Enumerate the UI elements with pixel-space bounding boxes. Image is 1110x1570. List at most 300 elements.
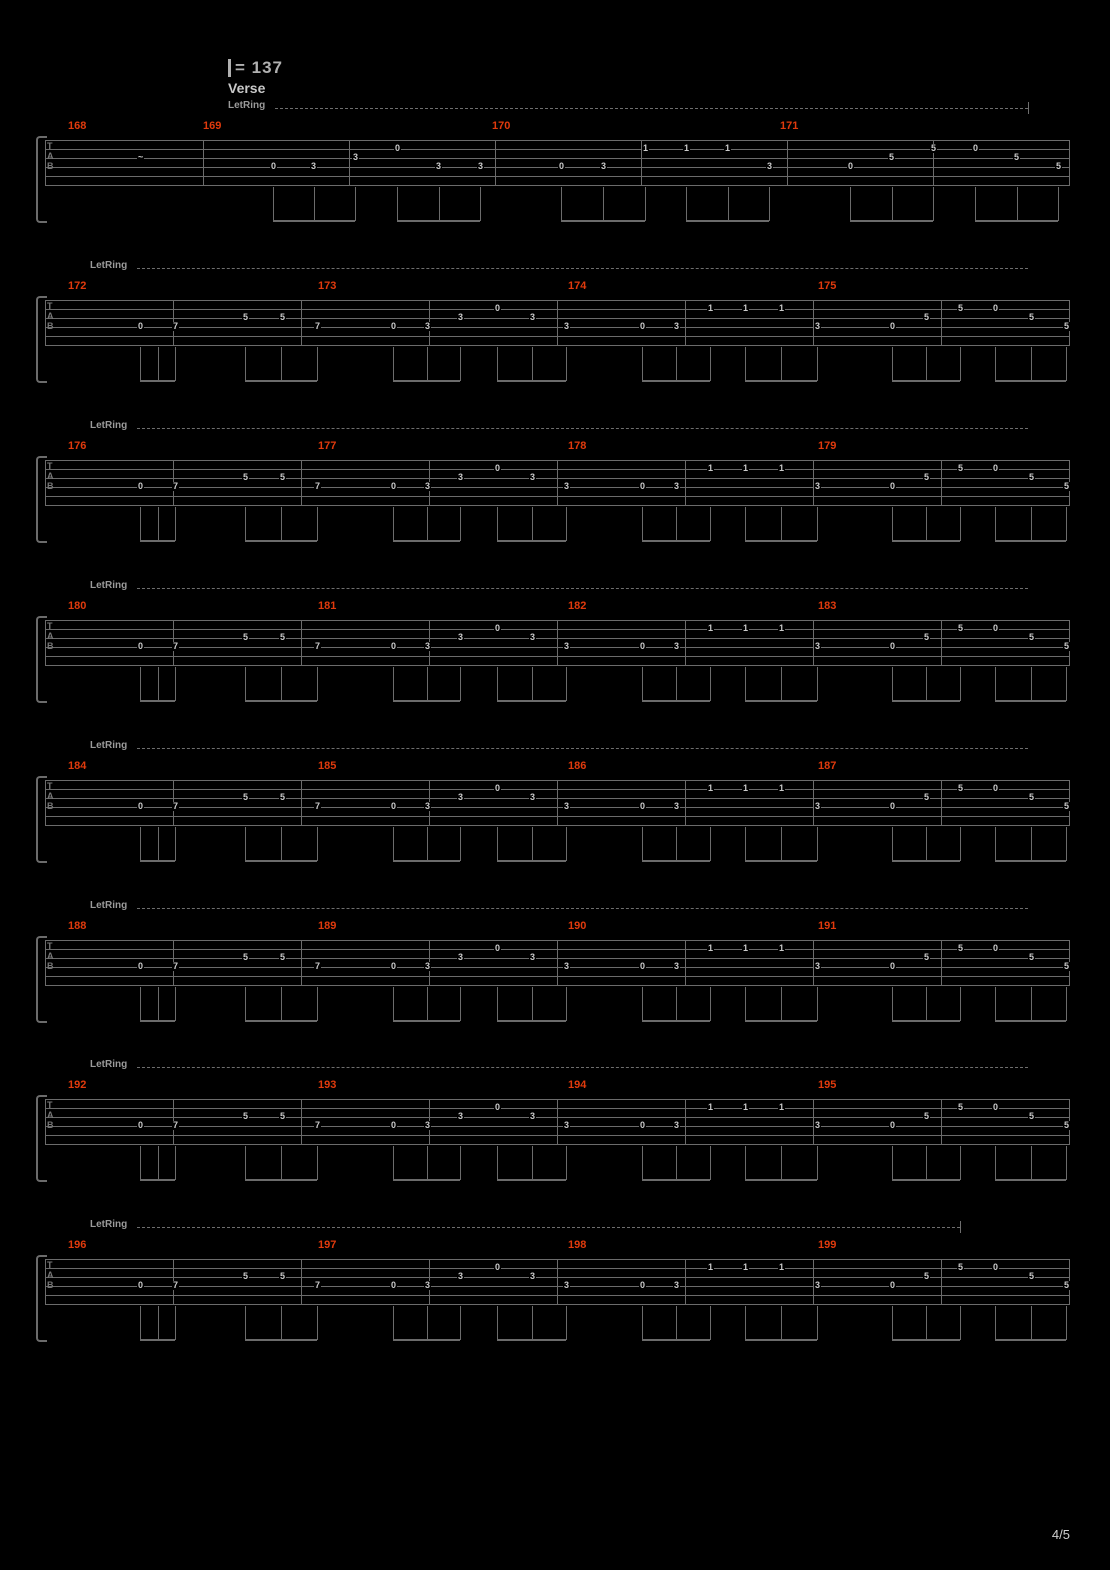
tab-clef — [47, 621, 54, 651]
note-stem — [781, 827, 782, 861]
fret-number: 3 — [311, 161, 317, 171]
note-stem — [175, 827, 176, 861]
note-stem — [281, 987, 282, 1021]
tab-clef — [47, 781, 54, 811]
barline — [685, 300, 686, 345]
fret-number: 7 — [173, 1120, 179, 1130]
note-stem — [532, 827, 533, 861]
note-stem — [158, 1306, 159, 1340]
note-stem — [532, 987, 533, 1021]
barline — [557, 1099, 558, 1144]
fret-number: 1 — [779, 943, 785, 953]
fret-number: 5 — [243, 1271, 249, 1281]
note-stem — [460, 507, 461, 541]
note-stem — [566, 667, 567, 701]
fret-number: 3 — [815, 1120, 821, 1130]
fret-number: 3 — [564, 1280, 570, 1290]
fret-number: 3 — [815, 321, 821, 331]
note-stem — [158, 347, 159, 381]
let-ring-label: LetRing — [90, 260, 128, 271]
note-stem — [175, 667, 176, 701]
note-stem — [933, 187, 934, 221]
tab-clef-letter: B — [47, 961, 54, 971]
fret-number: 5 — [1064, 481, 1070, 491]
note-stem — [532, 347, 533, 381]
note-stem — [427, 667, 428, 701]
fret-number: 1 — [779, 783, 785, 793]
fret-number: 3 — [815, 481, 821, 491]
fret-number: 0 — [391, 1280, 397, 1290]
note-stem — [850, 187, 851, 221]
fret-number: 0 — [993, 303, 999, 313]
tab-clef-letter: B — [47, 481, 54, 491]
fret-number: 3 — [674, 1280, 680, 1290]
note-stem — [566, 347, 567, 381]
fret-number: 5 — [1064, 321, 1070, 331]
fret-number: 3 — [530, 1111, 536, 1121]
fret-number: 5 — [924, 632, 930, 642]
note-stem — [892, 507, 893, 541]
note-stem — [497, 827, 498, 861]
system-brace — [36, 296, 47, 383]
measure-number: 196 — [68, 1239, 87, 1251]
note-stem — [926, 827, 927, 861]
let-ring-label: LetRing — [228, 100, 266, 111]
note-stem — [1031, 1306, 1032, 1340]
fret-number: 3 — [674, 641, 680, 651]
measure-number: 180 — [68, 600, 87, 612]
fret-number: 5 — [1064, 801, 1070, 811]
fret-number: 0 — [890, 321, 896, 331]
note-stem — [995, 507, 996, 541]
measure-number: 179 — [818, 440, 837, 452]
note-stem — [960, 1306, 961, 1340]
tab-clef-letter: T — [47, 781, 53, 791]
note-stem — [566, 1306, 567, 1340]
let-ring-line — [275, 108, 1028, 110]
fret-number: 3 — [674, 961, 680, 971]
note-stem — [975, 187, 976, 221]
fret-number: 3 — [458, 472, 464, 482]
fret-number: 0 — [138, 961, 144, 971]
fret-number: 5 — [1014, 152, 1020, 162]
fret-number: 0 — [495, 623, 501, 633]
quarter-note-icon — [228, 59, 231, 77]
barline — [301, 780, 302, 825]
barline — [941, 1259, 942, 1304]
fret-number: 5 — [924, 952, 930, 962]
fret-number: 1 — [743, 943, 749, 953]
note-stem — [140, 987, 141, 1021]
note-stem — [1066, 1306, 1067, 1340]
note-stem — [817, 667, 818, 701]
note-stem — [158, 507, 159, 541]
fret-number: 0 — [973, 143, 979, 153]
fret-number: 0 — [391, 801, 397, 811]
tab-clef-letter: A — [47, 1270, 54, 1280]
fret-number: 1 — [779, 303, 785, 313]
tab-clef — [47, 301, 54, 331]
tab-clef-letter: T — [47, 301, 53, 311]
fret-number: 0 — [993, 1262, 999, 1272]
note-stem — [781, 987, 782, 1021]
note-stem — [140, 1146, 141, 1180]
note-stem — [532, 1146, 533, 1180]
note-stem — [1031, 987, 1032, 1021]
tab-clef-letter: B — [47, 641, 54, 651]
fret-number: 3 — [767, 161, 773, 171]
fret-number: 5 — [958, 783, 964, 793]
let-ring-label: LetRing — [90, 740, 128, 751]
fret-number: 7 — [315, 1120, 321, 1130]
measure-number: 170 — [492, 120, 511, 132]
note-stem — [317, 1146, 318, 1180]
note-stem — [1066, 667, 1067, 701]
note-stem — [745, 987, 746, 1021]
note-stem — [317, 667, 318, 701]
note-stem — [245, 987, 246, 1021]
fret-number: 7 — [173, 961, 179, 971]
tab-clef-letter: A — [47, 311, 54, 321]
measure-number: 198 — [568, 1239, 587, 1251]
note-stem — [676, 827, 677, 861]
tab-clef-letter: B — [47, 1280, 54, 1290]
note-stem — [781, 1306, 782, 1340]
fret-number: 5 — [924, 472, 930, 482]
note-stem — [710, 987, 711, 1021]
fret-number: 5 — [280, 312, 286, 322]
let-ring-line — [137, 588, 1028, 590]
fret-number: 0 — [640, 961, 646, 971]
note-stem — [566, 507, 567, 541]
note-stem — [817, 1146, 818, 1180]
fret-number: 5 — [889, 152, 895, 162]
note-stem — [460, 347, 461, 381]
note-stem — [995, 667, 996, 701]
fret-number: 5 — [958, 1102, 964, 1112]
tab-clef-letter: B — [47, 321, 54, 331]
fret-number: 3 — [564, 481, 570, 491]
tab-clef-letter: T — [47, 1100, 53, 1110]
fret-number: 5 — [280, 952, 286, 962]
note-stem — [439, 187, 440, 221]
note-stem — [427, 827, 428, 861]
note-stem — [140, 827, 141, 861]
tab-clef-letter: A — [47, 151, 54, 161]
let-ring-end-tick — [960, 1221, 961, 1233]
fret-number: 0 — [495, 1102, 501, 1112]
barline — [685, 1099, 686, 1144]
note-stem — [158, 667, 159, 701]
fret-number: 0 — [890, 481, 896, 491]
let-ring-line — [137, 1227, 960, 1229]
fret-number: 5 — [243, 1111, 249, 1121]
note-stem — [745, 1146, 746, 1180]
system-brace — [36, 1255, 47, 1342]
note-stem — [926, 1146, 927, 1180]
fret-number: 3 — [425, 641, 431, 651]
note-stem — [281, 827, 282, 861]
barline — [557, 300, 558, 345]
note-stem — [817, 347, 818, 381]
note-stem — [1058, 187, 1059, 221]
fret-number: 0 — [395, 143, 401, 153]
fret-number: 3 — [530, 312, 536, 322]
barline — [941, 620, 942, 665]
tab-clef-letter: T — [47, 1260, 53, 1270]
fret-number: 3 — [425, 801, 431, 811]
system-brace — [36, 936, 47, 1023]
fret-number: 3 — [425, 1280, 431, 1290]
note-stem — [710, 827, 711, 861]
tab-clef-letter: A — [47, 471, 54, 481]
note-stem — [769, 187, 770, 221]
note-stem — [960, 507, 961, 541]
note-stem — [676, 347, 677, 381]
barline — [203, 140, 204, 185]
note-stem — [393, 1306, 394, 1340]
note-stem — [892, 1146, 893, 1180]
fret-number: 5 — [1029, 472, 1035, 482]
fret-number: 3 — [674, 481, 680, 491]
tab-staff — [45, 460, 1070, 505]
measure-number: 176 — [68, 440, 87, 452]
fret-number: 5 — [958, 623, 964, 633]
fret-number: 5 — [243, 312, 249, 322]
fret-number: 0 — [495, 1262, 501, 1272]
fret-number: 5 — [958, 1262, 964, 1272]
system-brace — [36, 136, 47, 223]
note-stem — [317, 1306, 318, 1340]
fret-number: 0 — [391, 961, 397, 971]
note-stem — [532, 667, 533, 701]
barline — [685, 940, 686, 985]
fret-number: 3 — [530, 1271, 536, 1281]
fret-number: 0 — [890, 1120, 896, 1130]
note-stem — [1066, 347, 1067, 381]
tab-clef-letter: B — [47, 801, 54, 811]
fret-number: 3 — [353, 152, 359, 162]
note-stem — [480, 187, 481, 221]
barline — [941, 300, 942, 345]
tab-staff — [45, 620, 1070, 665]
fret-number: 3 — [458, 312, 464, 322]
fret-number: 3 — [564, 321, 570, 331]
note-stem — [745, 827, 746, 861]
barline — [301, 1259, 302, 1304]
fret-number: 0 — [559, 161, 565, 171]
fret-number: 5 — [958, 303, 964, 313]
fret-number: 1 — [708, 303, 714, 313]
tab-clef — [47, 1260, 54, 1290]
let-ring-line — [137, 908, 1028, 910]
fret-number: 0 — [890, 641, 896, 651]
fret-number: 7 — [173, 641, 179, 651]
note-stem — [245, 1306, 246, 1340]
fret-number: 1 — [779, 463, 785, 473]
fret-number: 0 — [993, 1102, 999, 1112]
system-brace — [36, 456, 47, 543]
barline — [495, 140, 496, 185]
tab-clef-letter: T — [47, 141, 53, 151]
note-stem — [427, 507, 428, 541]
fret-number: 5 — [1029, 1111, 1035, 1121]
fret-number: 0 — [640, 641, 646, 651]
note-stem — [566, 987, 567, 1021]
note-stem — [642, 827, 643, 861]
note-stem — [1066, 987, 1067, 1021]
fret-number: 1 — [743, 623, 749, 633]
fret-number: 0 — [138, 1280, 144, 1290]
note-stem — [995, 827, 996, 861]
note-stem — [926, 507, 927, 541]
note-stem — [1031, 507, 1032, 541]
let-ring-end-tick — [1028, 102, 1029, 114]
note-stem — [497, 987, 498, 1021]
fret-number: 0 — [890, 801, 896, 811]
note-stem — [561, 187, 562, 221]
barline — [557, 620, 558, 665]
fret-number: 3 — [458, 952, 464, 962]
note-stem — [892, 667, 893, 701]
fret-number: 0 — [495, 783, 501, 793]
note-stem — [245, 667, 246, 701]
fret-number: 3 — [478, 161, 484, 171]
let-ring-label: LetRing — [90, 1059, 128, 1070]
fret-number: 0 — [993, 943, 999, 953]
fret-number: 3 — [425, 481, 431, 491]
note-stem — [281, 347, 282, 381]
note-stem — [245, 507, 246, 541]
fret-number: 5 — [243, 472, 249, 482]
note-stem — [926, 347, 927, 381]
fret-number: 3 — [530, 952, 536, 962]
fret-number: 1 — [743, 783, 749, 793]
fret-number: 3 — [674, 1120, 680, 1130]
note-stem — [140, 507, 141, 541]
note-stem — [676, 507, 677, 541]
staff-line — [45, 665, 1070, 666]
fret-number: 5 — [1029, 792, 1035, 802]
note-stem — [158, 827, 159, 861]
tab-clef-letter: A — [47, 1110, 54, 1120]
fret-number: 3 — [674, 321, 680, 331]
fret-number: 5 — [924, 1271, 930, 1281]
fret-number: 3 — [530, 632, 536, 642]
tab-staff — [45, 1259, 1070, 1304]
fret-number: 3 — [815, 641, 821, 651]
fret-number: 5 — [1029, 632, 1035, 642]
note-stem — [745, 1306, 746, 1340]
let-ring-line — [137, 1067, 1028, 1069]
tab-clef — [47, 941, 54, 971]
note-stem — [642, 1146, 643, 1180]
note-stem — [642, 987, 643, 1021]
note-stem — [642, 1306, 643, 1340]
fret-number: 1 — [779, 1102, 785, 1112]
note-stem — [158, 1146, 159, 1180]
fret-number: 5 — [280, 632, 286, 642]
barline — [557, 780, 558, 825]
barline — [301, 620, 302, 665]
fret-number: 1 — [743, 303, 749, 313]
measure-number: 184 — [68, 760, 87, 772]
note-stem — [317, 827, 318, 861]
let-ring-label: LetRing — [90, 1219, 128, 1230]
note-stem — [710, 667, 711, 701]
fret-number: 1 — [779, 623, 785, 633]
fret-number: 3 — [458, 792, 464, 802]
barline — [685, 460, 686, 505]
barline — [301, 1099, 302, 1144]
note-stem — [960, 827, 961, 861]
tab-clef-letter: T — [47, 941, 53, 951]
note-stem — [676, 1146, 677, 1180]
let-ring-line — [137, 748, 1028, 750]
measure-number: 193 — [318, 1079, 337, 1091]
note-stem — [686, 187, 687, 221]
measure-number: 178 — [568, 440, 587, 452]
note-stem — [175, 1306, 176, 1340]
barline — [301, 460, 302, 505]
fret-number: 0 — [391, 641, 397, 651]
barline — [941, 940, 942, 985]
barline — [557, 460, 558, 505]
fret-number: 3 — [458, 632, 464, 642]
fret-number: 0 — [495, 303, 501, 313]
fret-number: 0 — [890, 961, 896, 971]
tab-clef-letter: T — [47, 461, 53, 471]
measure-number: 171 — [780, 120, 799, 132]
tab-clef — [47, 1100, 54, 1130]
barline — [301, 940, 302, 985]
note-stem — [1066, 1146, 1067, 1180]
note-stem — [245, 347, 246, 381]
tab-clef — [47, 141, 54, 171]
staff-line — [45, 985, 1070, 986]
note-stem — [781, 507, 782, 541]
let-ring-label: LetRing — [90, 580, 128, 591]
fret-number: 0 — [993, 783, 999, 793]
note-stem — [427, 1306, 428, 1340]
note-stem — [642, 507, 643, 541]
note-stem — [245, 827, 246, 861]
measure-number: 182 — [568, 600, 587, 612]
note-stem — [781, 1146, 782, 1180]
system-brace — [36, 1095, 47, 1182]
note-stem — [175, 987, 176, 1021]
fret-number: 1 — [643, 143, 649, 153]
note-stem — [642, 347, 643, 381]
note-stem — [460, 987, 461, 1021]
note-stem — [397, 187, 398, 221]
note-stem — [1017, 187, 1018, 221]
note-stem — [676, 667, 677, 701]
let-ring-label: LetRing — [90, 900, 128, 911]
note-stem — [393, 667, 394, 701]
fret-number: 5 — [924, 1111, 930, 1121]
note-stem — [273, 187, 274, 221]
barline — [1069, 140, 1070, 185]
fret-number: 1 — [743, 463, 749, 473]
note-stem — [710, 507, 711, 541]
staff-line — [45, 176, 1070, 177]
fret-number: 3 — [425, 1120, 431, 1130]
fret-number: 5 — [1056, 161, 1062, 171]
note-stem — [532, 1306, 533, 1340]
fret-number: 5 — [243, 792, 249, 802]
note-stem — [892, 347, 893, 381]
